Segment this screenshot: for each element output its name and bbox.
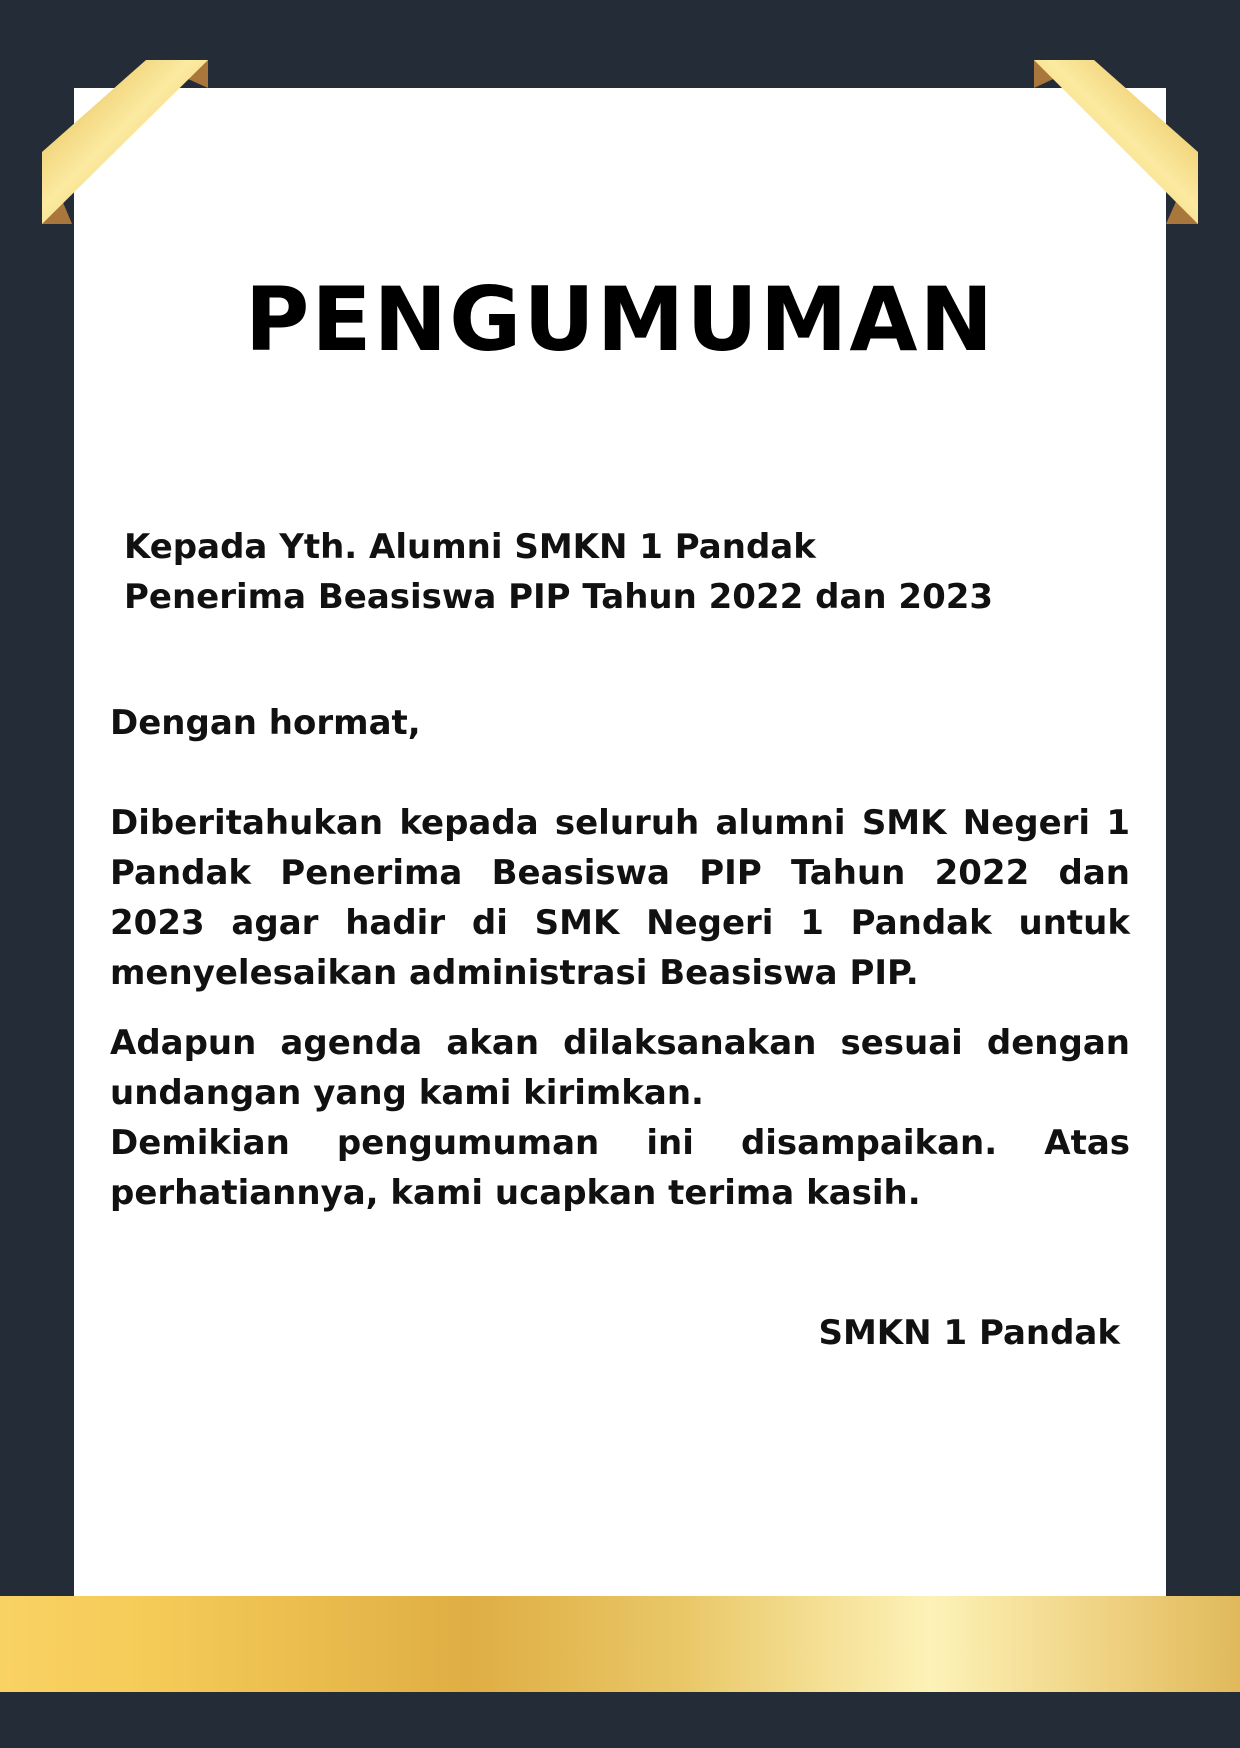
body-paragraph-2: Adapun agenda akan dilaksanakan sesuai dengan undangan yang kami kirimkan. [110,1023,1130,1113]
greeting: Dengan hormat, [110,703,421,743]
page-title: PENGUMUMAN [244,268,996,371]
recipient-block [124,522,993,622]
body-paragraph-3: Demikian pengumuman ini disampaikan. Atas perhatiannya, kami ucapkan terima kasih. [110,1123,1130,1213]
recipient-line-1: Kepada Yth. Alumni SMKN 1 Pandak [124,527,816,567]
body-paragraph-1: Diberitahukan kepada seluruh alumni SMK Negeri 1 Pandak Penerima Beasiswa PIP Tahun 2022 dan 2023 agar hadir di SMK Negeri 1 Pandak untuk menyelesaikan administrasi Beasiswa PIP. [110,803,1130,993]
signature: SMKN 1 Pandak [818,1313,1120,1353]
decorative-tape [0,0,1240,240]
recipient-line-2: Penerima Beasiswa PIP Tahun 2022 dan 2023 [124,577,994,617]
gold-ribbon-band [0,1596,1240,1692]
